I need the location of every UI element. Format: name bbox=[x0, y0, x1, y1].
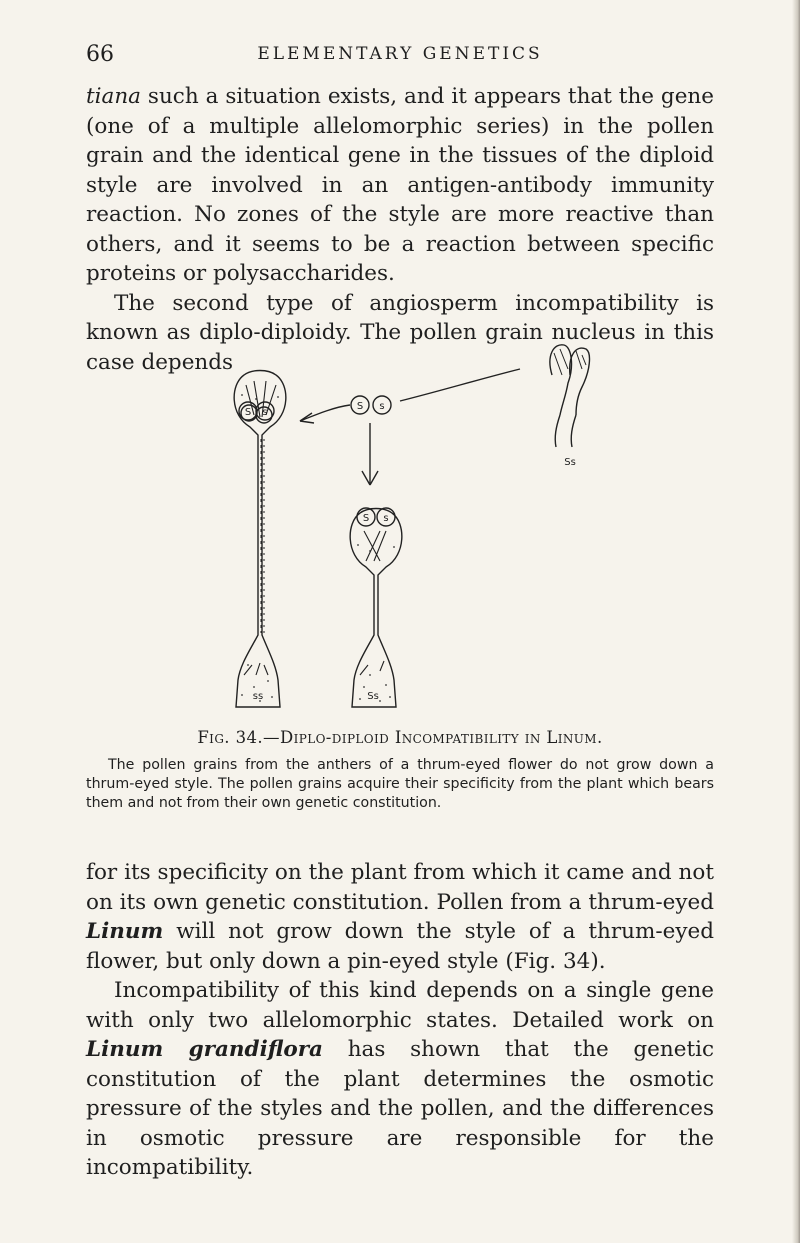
caption-dash: — bbox=[263, 728, 280, 747]
paragraph-4-species: Linum grandiflora bbox=[86, 1037, 323, 1062]
text-block-bottom bbox=[86, 858, 714, 1183]
paragraph-1-lead-italic: tiana bbox=[86, 84, 141, 109]
paragraph-4 bbox=[86, 976, 714, 1183]
figure-34-illustration bbox=[220, 335, 600, 715]
upper-grain-s-label: s bbox=[379, 401, 385, 412]
figure-34 bbox=[220, 335, 600, 715]
middle-grain-S-label: S bbox=[362, 513, 370, 524]
running-head bbox=[86, 42, 714, 72]
figure-caption-title bbox=[86, 728, 714, 747]
running-title: ELEMENTARY GENETICS bbox=[257, 44, 543, 64]
page-edge-shadow bbox=[792, 0, 800, 1243]
right-flower-genotype: Ss bbox=[564, 457, 576, 468]
anther-line bbox=[400, 369, 520, 401]
paragraph-4-text-b: has shown that the genetic constitution of the plant determines the osmotic pressure of the styles and the pollen, and the differences in osmotic pressure are responsible for the incompatibility. bbox=[86, 1037, 714, 1180]
middle-style-genotype: Ss bbox=[367, 691, 379, 702]
left-grain-s-label: s bbox=[262, 407, 268, 418]
figure-title: Diplo-diploid Incompatibility in Linum. bbox=[279, 728, 603, 747]
paragraph-3-genus: Linum bbox=[86, 919, 164, 944]
figure-caption-body: The pollen grains from the anthers of a thrum-eyed flower do not grow down a thrum-eyed style. The pollen grains acquire their specificity from the plant which bears them and not from their own genetic constitution. bbox=[86, 757, 714, 811]
page-number: 66 bbox=[86, 42, 114, 67]
upper-grain-S-label: S bbox=[356, 401, 364, 412]
paragraph-3 bbox=[86, 858, 714, 976]
middle-style bbox=[350, 509, 402, 708]
text-block-top bbox=[86, 82, 714, 377]
paragraph-2: The second type of angiosperm incompatibility is known as diplo-diploidy. The pollen grain nucleus in this case depends bbox=[86, 290, 714, 375]
paragraph-3-text-a: for its specificity on the plant from which it came and not on its own genetic constitution. Pollen from a thrum-eyed bbox=[86, 860, 714, 915]
figure-number: Fig. 34. bbox=[197, 728, 264, 747]
left-style-genotype: ss bbox=[252, 691, 264, 702]
paragraph-3-text-b: will not grow down the style of a thrum-eyed flower, but only down a pin-eyed style (Fig. 34). bbox=[86, 919, 714, 974]
paragraph-1-text: such a situation exists, and it appears that the gene (one of a multiple allelomorphic series) in the pollen grain and the identical gene in the tissues of the diploid style are involved in an antigen-antibody immunity reaction. No zones of the style are more reactive than others, and it seems to be a reaction between specific proteins or polysaccharides. bbox=[86, 84, 714, 286]
left-style bbox=[234, 371, 286, 708]
right-anthers bbox=[550, 345, 590, 447]
middle-grain-s-label: s bbox=[383, 513, 389, 524]
left-grain-S-label: S bbox=[244, 407, 252, 418]
paragraph-1 bbox=[86, 82, 714, 289]
arrow-left bbox=[300, 405, 350, 421]
paragraph-4-text-a: Incompatibility of this kind depends on a single gene with only two allelomorphic states. Detailed work on bbox=[86, 978, 714, 1033]
